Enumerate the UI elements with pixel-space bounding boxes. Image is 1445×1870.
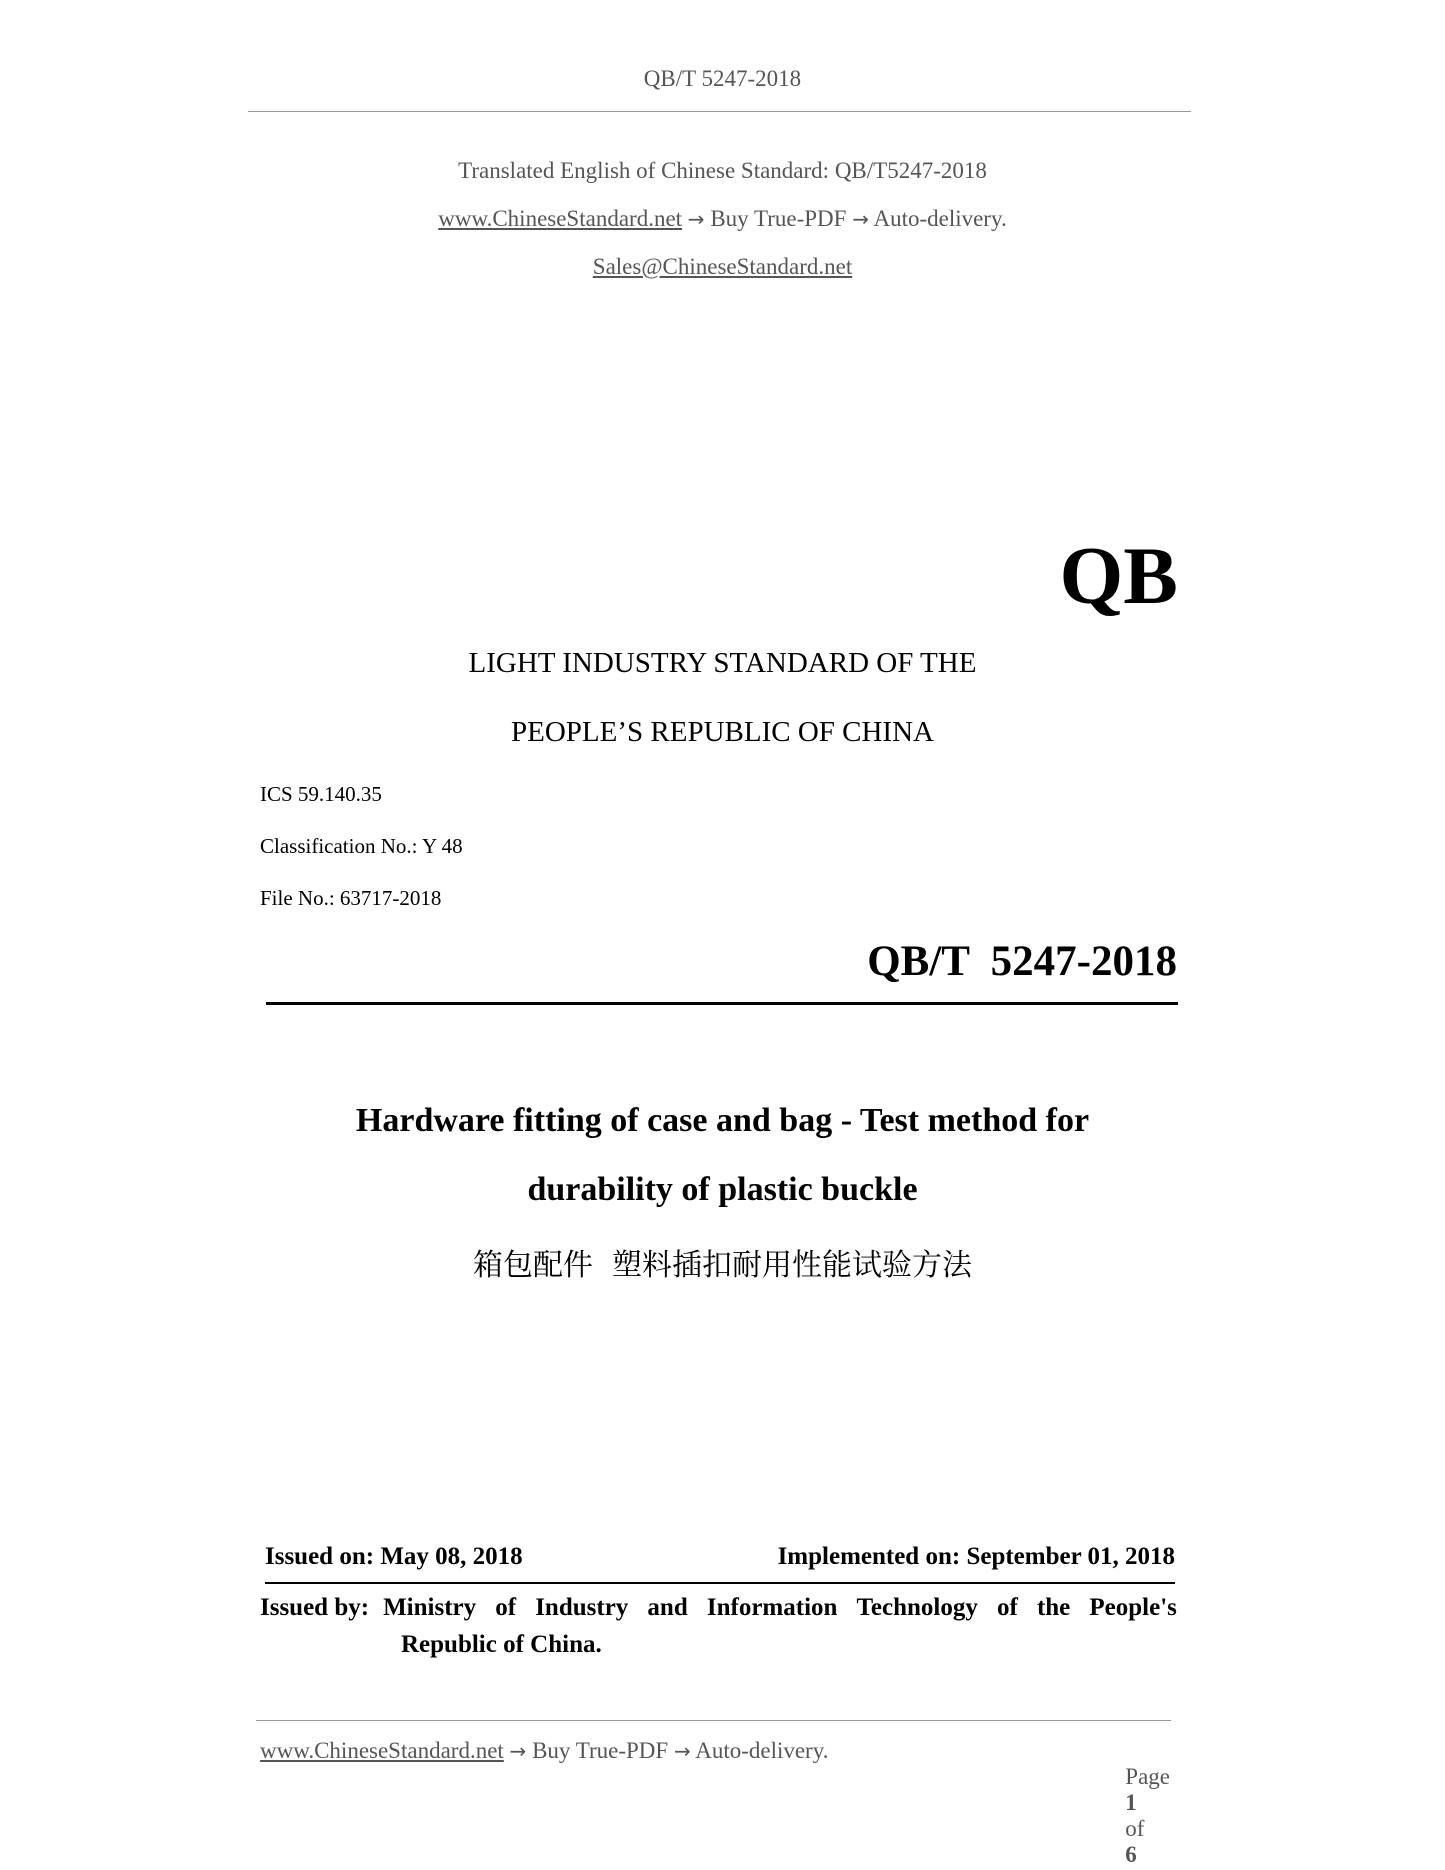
email-line [0,254,1445,280]
page-label: Page [1125,1764,1170,1789]
footer-site-link[interactable]: www.ChineseStandard.net [260,1738,504,1763]
running-header: QB/T 5247-2018 [643,66,802,91]
footer-buy-true-pdf-text: Buy True-PDF [532,1738,669,1763]
classification-number: Classification No.: Y 48 [260,834,463,858]
issued-by-word: the [1036,1594,1071,1621]
qb-logo: QB [1059,530,1178,621]
auto-delivery-text: Auto-delivery. [873,206,1007,231]
footer-auto-delivery-text: Auto-delivery. [695,1738,829,1763]
arrow-right-icon: → [687,207,705,231]
issued-by-authority [383,1594,1177,1622]
issued-date: Issued on: May 08, 2018 [265,1543,523,1570]
implemented-date: Implemented on: September 01, 2018 [777,1543,1175,1570]
page-current: 1 [1125,1790,1137,1815]
footer-divider [256,1720,1171,1721]
issued-by-word: Industry [535,1594,629,1621]
issued-by-word: of [997,1594,1018,1621]
buy-true-pdf-text: Buy True-PDF [710,206,847,231]
issued-by-word: Technology [856,1594,978,1621]
issued-by-label: Issued by: [260,1594,370,1621]
page-of: of [1125,1816,1145,1841]
issued-by-word: Information [706,1594,838,1621]
issued-by-word: People's [1089,1594,1177,1621]
translation-notice: Translated English of Chinese Standard: QB/T5247-2018 [458,158,987,183]
file-number: File No.: 63717-2018 [260,886,442,910]
dates-rule [265,1582,1175,1584]
page-indicator [1114,1738,1170,1868]
footer-purchase-line [260,1738,828,1764]
issued-by-word: of [495,1594,517,1621]
document-title-chinese: 箱包配件 塑料插扣耐用性能试验方法 [472,1248,973,1283]
document-title-line2: durability of plastic buckle [527,1171,918,1208]
standard-body-line2: PEOPLE’S REPUBLIC OF CHINA [511,716,934,748]
issued-by-word: and [647,1594,688,1621]
issued-by [260,1594,1177,1659]
standard-number: QB/T 5247-2018 [867,938,1177,985]
standard-body-line1: LIGHT INDUSTRY STANDARD OF THE [468,647,977,679]
arrow-right-icon: → [509,1739,527,1763]
header-divider [248,111,1191,112]
document-title-line1: Hardware fitting of case and bag - Test method for [355,1102,1090,1139]
issued-by-line1 [260,1594,1177,1622]
standard-number-rule [266,1002,1178,1005]
email-link[interactable]: Sales@ChineseStandard.net [592,254,853,279]
issued-by-word: Ministry [383,1594,477,1621]
page-total: 6 [1125,1842,1137,1867]
arrow-right-icon: → [673,1739,691,1763]
purchase-line [0,206,1445,232]
issued-by-line2: Republic of China. [401,1631,602,1658]
ics-code: ICS 59.140.35 [260,782,382,806]
arrow-right-icon: → [852,207,869,231]
site-link[interactable]: www.ChineseStandard.net [438,206,683,231]
